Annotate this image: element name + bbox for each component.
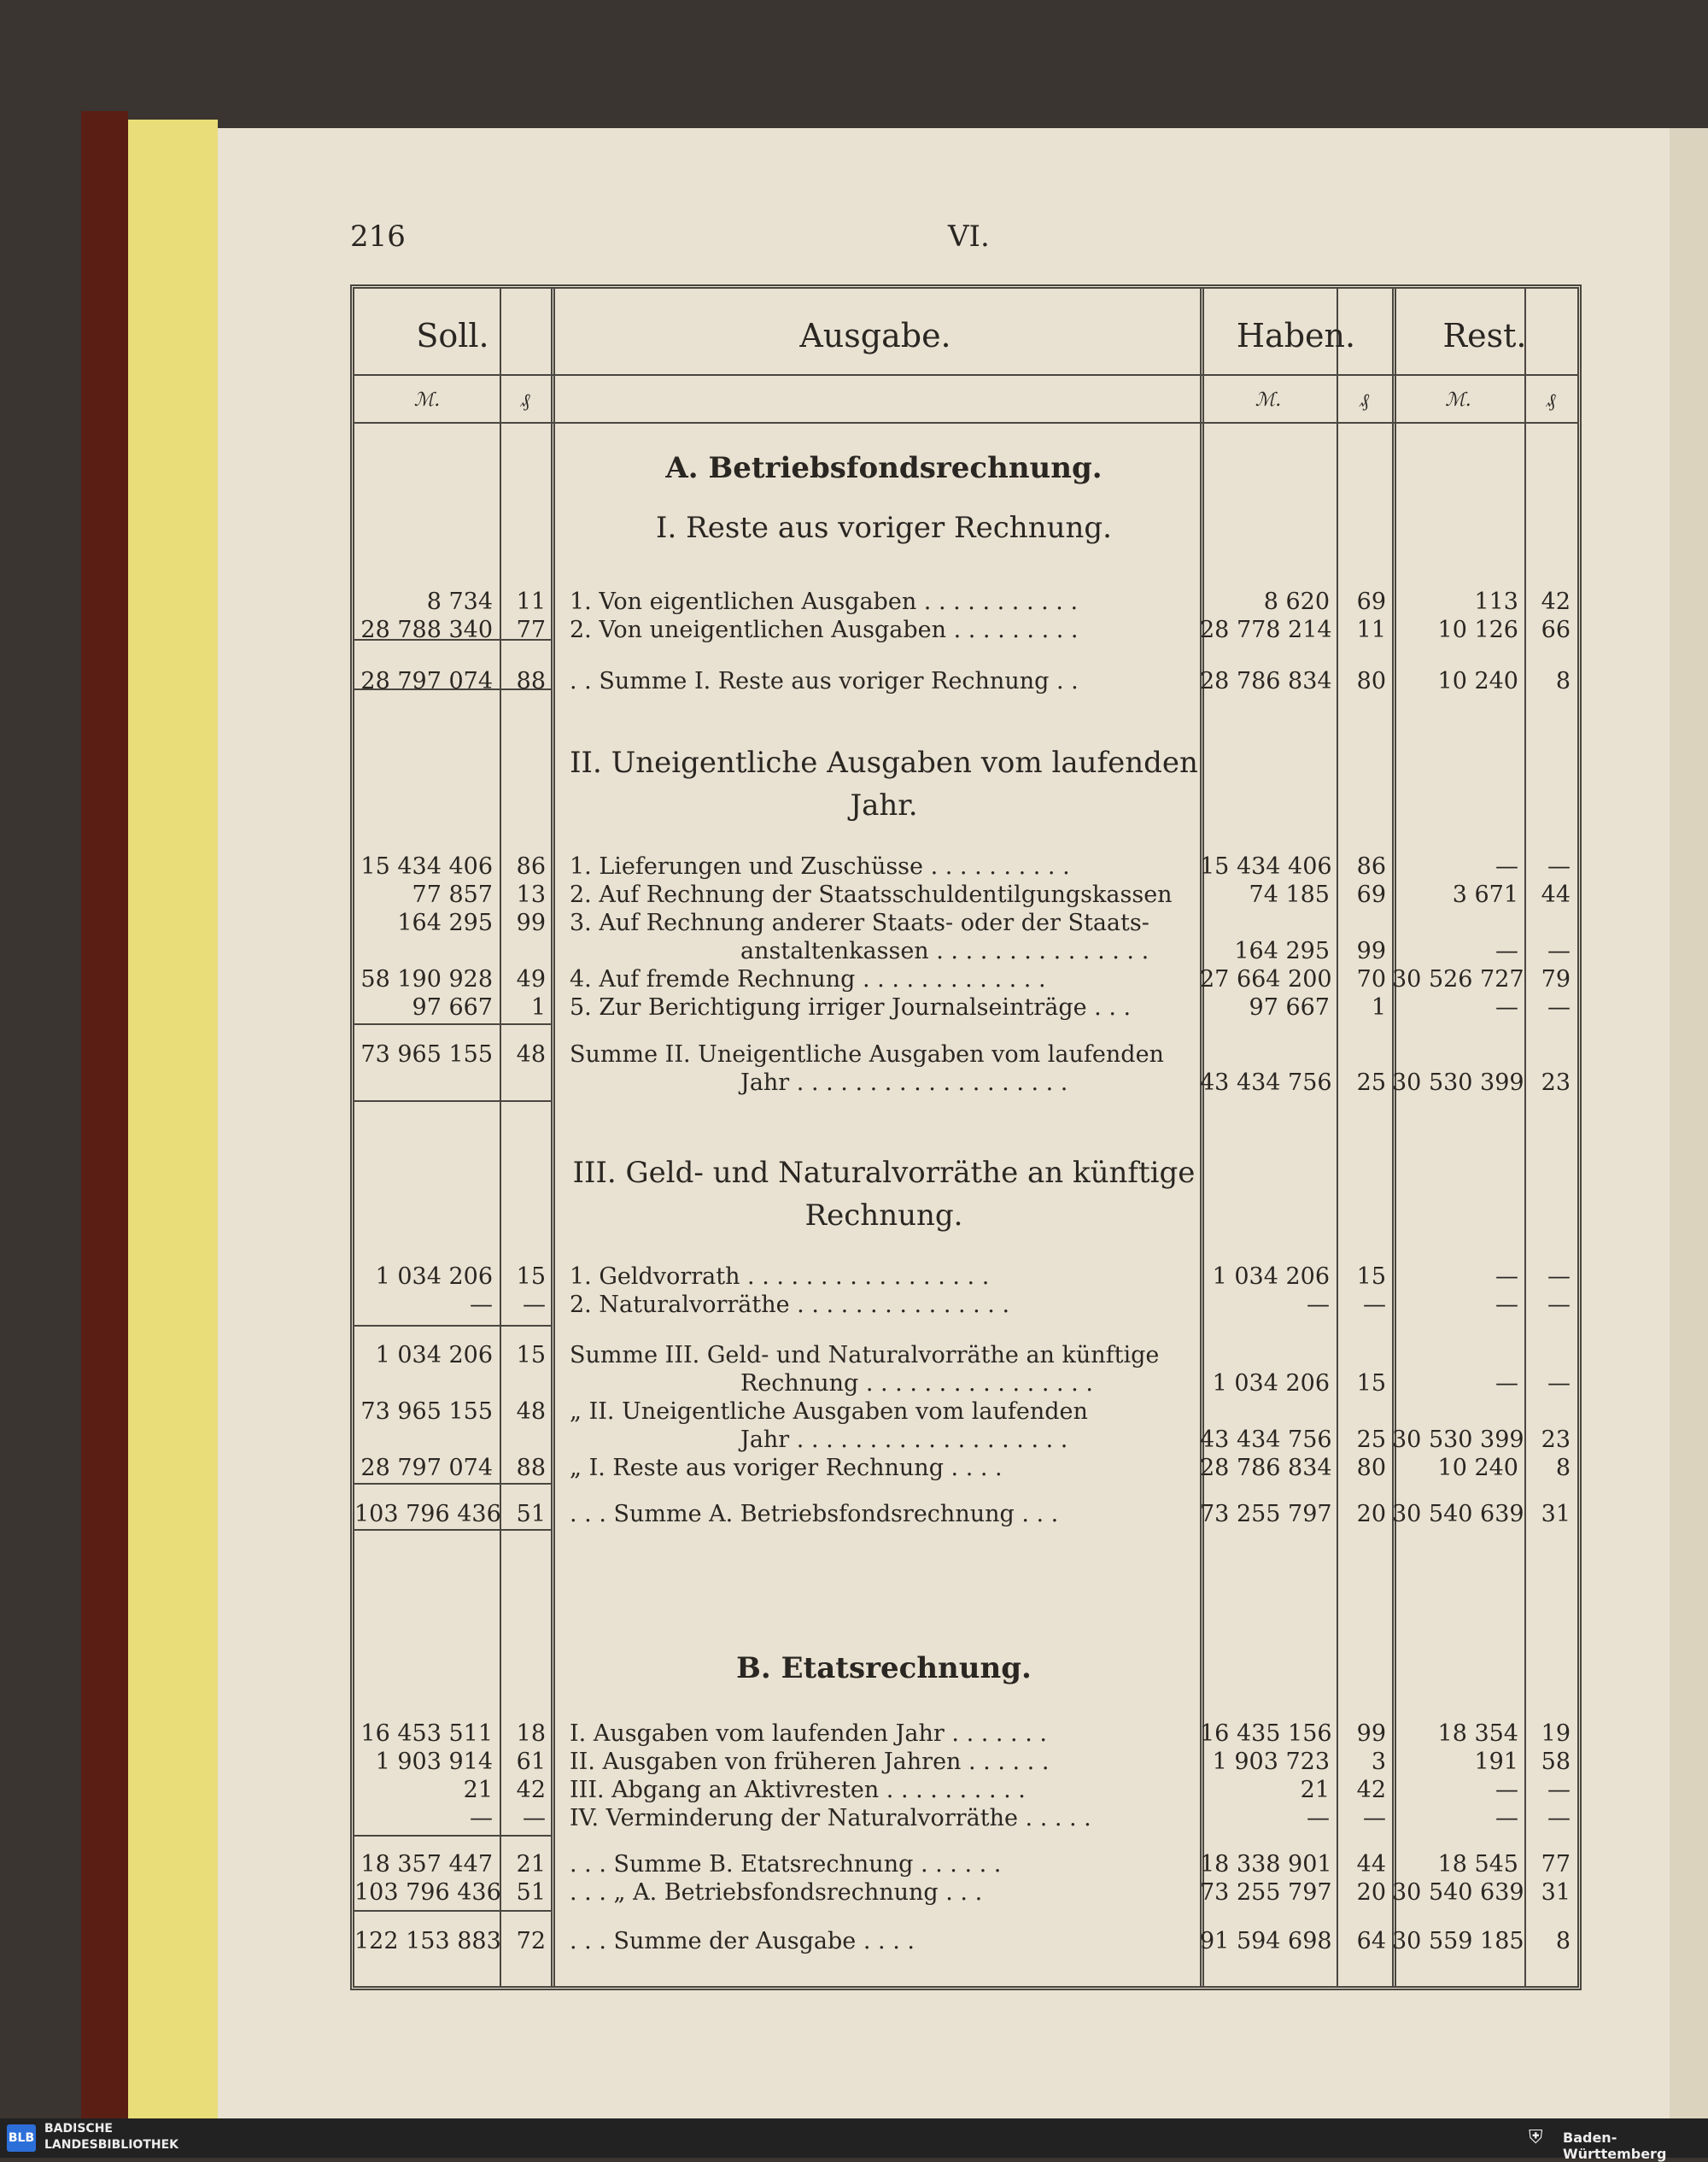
cell-soll-p: 51 [516, 1879, 546, 1906]
cell-rest-p: 8 [1555, 668, 1571, 694]
table-row [354, 965, 1577, 994]
cell-soll-p: 15 [516, 1263, 546, 1290]
cell-haben-p: 25 [1356, 1427, 1386, 1453]
cell-rest-m: 30 540 639 [1392, 1879, 1524, 1906]
table-row [354, 616, 1577, 645]
cell-haben-p: 69 [1356, 589, 1386, 615]
cell-soll-p: 18 [516, 1720, 546, 1747]
sum-rule [354, 1325, 551, 1327]
cell-text: 5. Zur Berichtigung irriger Journalseinträge . . . [570, 994, 1132, 1021]
cell-haben-m: 1 034 206 [1212, 1263, 1330, 1290]
table-row [354, 1500, 1577, 1529]
cell-rest-p: 31 [1541, 1501, 1571, 1527]
sum-rule [354, 1910, 551, 1912]
table-row [354, 1263, 1577, 1292]
table-row [354, 1927, 1577, 1956]
cell-rest-p: — [1547, 1805, 1571, 1831]
cell-haben-p: — [1363, 1292, 1386, 1318]
cell-soll-p: — [523, 1292, 546, 1318]
cell-text: 1. Lieferungen und Zuschüsse . . . . . . . . . . [570, 853, 1070, 880]
table-row [354, 1878, 1577, 1907]
cell-haben-m: 28 786 834 [1200, 1455, 1332, 1481]
cell-soll-p: 49 [516, 966, 546, 993]
cell-rest-p: 42 [1541, 589, 1571, 615]
table-row [354, 852, 1577, 882]
table-row [354, 1804, 1577, 1833]
cell-haben-m: 74 185 [1249, 882, 1330, 908]
cell-soll-p: 99 [516, 910, 546, 936]
cell-soll-m: 8 734 [426, 589, 493, 615]
cell-haben-p: 20 [1356, 1879, 1386, 1906]
cell-rest-p: 8 [1555, 1455, 1571, 1481]
cell-soll-p: 88 [516, 1455, 546, 1481]
cell-soll-p: 42 [516, 1777, 546, 1803]
cell-soll-p: 11 [516, 589, 546, 615]
cell-haben-m: 43 434 756 [1200, 1427, 1332, 1453]
sum-rule [354, 1529, 551, 1531]
cell-rest-p: 23 [1541, 1427, 1571, 1453]
table-row [354, 881, 1577, 910]
cell-soll-m: — [470, 1805, 493, 1831]
cell-rest-p: 44 [1541, 882, 1571, 908]
cell-rest-p: — [1547, 1370, 1571, 1397]
table-row [354, 667, 1577, 696]
cell-soll-p: 77 [516, 617, 546, 643]
cell-haben-p: 80 [1356, 668, 1386, 694]
cell-text: II. Ausgaben von früheren Jahren . . . . . . [570, 1749, 1050, 1775]
cell-text: 2. Von uneigentlichen Ausgaben . . . . . . . . . [570, 617, 1079, 643]
cell-rest-p: 66 [1541, 617, 1571, 643]
cell-soll-m: 16 453 511 [360, 1720, 493, 1747]
cell-soll-p: 48 [516, 1398, 546, 1425]
cell-haben-p: 11 [1356, 617, 1386, 643]
facing-page-edge [1670, 128, 1708, 2118]
cell-rest-m: 191 [1474, 1749, 1518, 1775]
cell-soll-m: 73 965 155 [360, 1041, 493, 1068]
header-rule [354, 422, 1577, 424]
cell-text: 3. Auf Rechnung anderer Staats- oder der Staats- [570, 910, 1149, 936]
cell-text: 4. Auf fremde Rechnung . . . . . . . . . . . . . [570, 966, 1046, 993]
cell-soll-m: 58 190 928 [360, 966, 493, 993]
table-row [354, 588, 1577, 617]
page-edges [128, 120, 218, 2118]
cell-haben-m: 73 255 797 [1200, 1501, 1332, 1527]
cell-rest-m: — [1495, 994, 1518, 1021]
pf-subheader: ₰ [1546, 390, 1556, 412]
cell-haben-p: 69 [1356, 882, 1386, 908]
cell-text: 1. Von eigentlichen Ausgaben . . . . . . . . . . . [570, 589, 1079, 615]
mark-subheader: ℳ. [1445, 390, 1471, 411]
table-row [354, 1454, 1577, 1483]
cell-haben-m: 18 338 901 [1200, 1851, 1332, 1878]
table-row [354, 1341, 1577, 1370]
chapter-number: VI. [948, 220, 990, 254]
cell-soll-m: 21 [463, 1777, 493, 1803]
cell-rest-m: 3 671 [1452, 882, 1518, 908]
section-title-b: B. Etatsrechnung. [736, 1651, 1032, 1685]
mark-subheader: ℳ. [1255, 390, 1282, 411]
cell-rest-m: 18 545 [1437, 1851, 1518, 1878]
cell-text: Summe II. Uneigentliche Ausgaben vom laufenden [570, 1041, 1164, 1068]
rest-header: Rest. [1442, 317, 1527, 354]
cell-soll-m: 122 153 883 [354, 1928, 501, 1954]
cell-text: . . . Summe der Ausgabe . . . . [570, 1928, 915, 1954]
cell-soll-p: 48 [516, 1041, 546, 1068]
cell-rest-m: 30 540 639 [1392, 1501, 1524, 1527]
table-row [354, 1369, 1577, 1398]
cell-haben-m: — [1307, 1805, 1330, 1831]
cell-haben-p: — [1363, 1805, 1386, 1831]
section-title-a2: II. Uneigentliche Ausgaben vom laufenden [570, 746, 1198, 780]
cell-rest-m: — [1495, 1370, 1518, 1397]
pf-subheader: ₰ [1360, 390, 1369, 412]
table-row [354, 1397, 1577, 1427]
cell-soll-p: 51 [516, 1501, 546, 1527]
cell-soll-m: 28 797 074 [360, 1455, 493, 1481]
cell-soll-m: 103 796 436 [354, 1879, 501, 1906]
section-title-a2-cont: Jahr. [850, 788, 918, 823]
cell-haben-m: 73 255 797 [1200, 1879, 1332, 1906]
cell-rest-p: — [1547, 1777, 1571, 1803]
cell-rest-m: 30 530 399 [1392, 1427, 1524, 1453]
cell-haben-p: 99 [1356, 1720, 1386, 1747]
sum-rule [354, 1023, 551, 1025]
cell-rest-m: 18 354 [1437, 1720, 1518, 1747]
cell-soll-m: 1 034 206 [375, 1263, 493, 1290]
table-row [354, 1291, 1577, 1320]
cell-rest-p: — [1547, 1292, 1571, 1318]
section-title-a: A. Betriebsfondsrechnung. [665, 451, 1103, 485]
page-number: 216 [350, 220, 406, 254]
cell-text: „ II. Uneigentliche Ausgaben vom laufenden [570, 1398, 1088, 1425]
cell-haben-m: 27 664 200 [1200, 966, 1332, 993]
cell-haben-m: 97 667 [1249, 994, 1330, 1021]
cell-text: Jahr . . . . . . . . . . . . . . . . . . . [740, 1069, 1068, 1096]
cell-soll-m: 1 903 914 [375, 1749, 493, 1775]
cell-rest-m: — [1495, 853, 1518, 880]
cell-haben-m: 1 903 723 [1212, 1749, 1330, 1775]
haben-header: Haben. [1236, 317, 1356, 354]
cell-rest-p: — [1547, 853, 1571, 880]
cell-soll-m: — [470, 1292, 493, 1318]
table-row [354, 993, 1577, 1022]
cell-haben-m: 91 594 698 [1200, 1928, 1332, 1954]
sum-rule [354, 1835, 551, 1837]
cell-soll-p: 86 [516, 853, 546, 880]
table-row [354, 1748, 1577, 1777]
table-row [354, 1040, 1577, 1069]
cell-soll-m: 73 965 155 [360, 1398, 493, 1425]
cell-rest-m: 10 240 [1437, 668, 1518, 694]
cell-haben-m: 15 434 406 [1200, 853, 1332, 880]
cell-haben-m: 28 778 214 [1200, 617, 1332, 643]
cell-rest-p: — [1547, 994, 1571, 1021]
cell-haben-m: 164 295 [1234, 938, 1330, 964]
sum-rule [354, 1100, 551, 1102]
table-row [354, 1426, 1577, 1455]
section-title-a1: I. Reste aus voriger Rechnung. [656, 511, 1112, 545]
cell-text: anstaltenkassen . . . . . . . . . . . . . . . [740, 938, 1149, 964]
header-rule [354, 374, 1577, 376]
cell-soll-p: 72 [516, 1928, 546, 1954]
cell-text: Summe III. Geld- und Naturalvorräthe an künftige [570, 1342, 1160, 1368]
cell-text: „ I. Reste aus voriger Rechnung . . . . [570, 1455, 1003, 1481]
cell-text: 2. Naturalvorräthe . . . . . . . . . . . . . . . [570, 1292, 1010, 1318]
table-row [354, 1850, 1577, 1879]
cell-rest-m: 30 530 399 [1392, 1069, 1524, 1096]
coat-of-arms-icon: ⛨ [1529, 2127, 1543, 2148]
cell-text: . . . Summe A. Betriebsfondsrechnung . . . [570, 1501, 1059, 1527]
cell-text: . . Summe I. Reste aus voriger Rechnung . . [570, 668, 1079, 694]
cell-haben-p: 1 [1371, 994, 1386, 1021]
cell-rest-m: — [1495, 1777, 1518, 1803]
ledger-table [350, 284, 1582, 1990]
cell-rest-m: — [1495, 938, 1518, 964]
cell-haben-p: 3 [1371, 1749, 1386, 1775]
cell-haben-m: 1 034 206 [1212, 1370, 1330, 1397]
cell-rest-p: 79 [1541, 966, 1571, 993]
cell-soll-p: 1 [530, 994, 546, 1021]
cell-soll-m: 15 434 406 [360, 853, 493, 880]
cell-rest-p: 23 [1541, 1069, 1571, 1096]
cell-haben-p: 86 [1356, 853, 1386, 880]
cell-haben-p: 80 [1356, 1455, 1386, 1481]
cell-soll-m: 97 667 [412, 994, 493, 1021]
table-row [354, 1776, 1577, 1805]
cell-soll-p: — [523, 1805, 546, 1831]
cell-text: . . . Summe B. Etatsrechnung . . . . . . [570, 1851, 1002, 1878]
cell-haben-m: 8 620 [1263, 589, 1330, 615]
cell-soll-m: 28 788 340 [360, 617, 493, 643]
cell-rest-p: 31 [1541, 1879, 1571, 1906]
cell-text: III. Abgang an Aktivresten . . . . . . . . . . [570, 1777, 1026, 1803]
cell-text: IV. Verminderung der Naturalvorräthe . . . . . [570, 1805, 1091, 1831]
cell-text: I. Ausgaben vom laufenden Jahr . . . . . . . [570, 1720, 1047, 1747]
section-title-a3-cont: Rechnung. [804, 1198, 963, 1233]
cell-rest-m: 113 [1474, 589, 1518, 615]
library-name-line2: LANDESBIBLIOTHEK [44, 2138, 179, 2152]
cell-haben-p: 15 [1356, 1263, 1386, 1290]
sum-rule [354, 1483, 551, 1485]
cell-haben-p: 42 [1356, 1777, 1386, 1803]
cell-rest-p: — [1547, 938, 1571, 964]
cell-rest-m: 10 126 [1437, 617, 1518, 643]
cell-soll-p: 13 [516, 882, 546, 908]
cell-rest-m: — [1495, 1263, 1518, 1290]
cell-text: 2. Auf Rechnung der Staatsschuldentilgungskassen [570, 882, 1173, 908]
cell-soll-m: 1 034 206 [375, 1342, 493, 1368]
pf-subheader: ₰ [520, 390, 530, 412]
cell-haben-m: 16 435 156 [1200, 1720, 1332, 1747]
cell-soll-p: 88 [516, 668, 546, 694]
cell-haben-p: 20 [1356, 1501, 1386, 1527]
cell-haben-p: 64 [1356, 1928, 1386, 1954]
cell-haben-m: 28 786 834 [1200, 668, 1332, 694]
cell-rest-m: 10 240 [1437, 1455, 1518, 1481]
ausgabe-header: Ausgabe. [799, 317, 951, 354]
cell-soll-m: 164 295 [397, 910, 493, 936]
cell-soll-p: 61 [516, 1749, 546, 1775]
cell-text: . . . „ A. Betriebsfondsrechnung . . . [570, 1879, 983, 1906]
cell-soll-m: 28 797 074 [360, 668, 493, 694]
cell-rest-p: — [1547, 1263, 1571, 1290]
cell-haben-p: 44 [1356, 1851, 1386, 1878]
soll-header: Soll. [416, 317, 489, 354]
cell-soll-m: 103 796 436 [354, 1501, 501, 1527]
cell-haben-p: 25 [1356, 1069, 1386, 1096]
book-spine [81, 111, 128, 2118]
section-title-a3: III. Geld- und Naturalvorräthe an künftige [572, 1156, 1196, 1190]
cell-haben-p: 70 [1356, 966, 1386, 993]
cell-rest-m: 30 559 185 [1392, 1928, 1524, 1954]
cell-soll-p: 15 [516, 1342, 546, 1368]
blb-logo: BLB [7, 2124, 36, 2152]
cell-soll-m: 77 857 [412, 882, 493, 908]
library-name-line1: BADISCHE [44, 2122, 113, 2136]
table-row [354, 1069, 1577, 1098]
cell-text: Rechnung . . . . . . . . . . . . . . . . [740, 1370, 1093, 1397]
cell-haben-m: — [1307, 1292, 1330, 1318]
footer-bar [0, 2118, 1708, 2162]
table-row [354, 909, 1577, 938]
cell-rest-p: 8 [1555, 1928, 1571, 1954]
cell-soll-m: 18 357 447 [360, 1851, 493, 1878]
cell-haben-m: 21 [1300, 1777, 1330, 1803]
cell-text: Jahr . . . . . . . . . . . . . . . . . . . [740, 1427, 1068, 1453]
mark-subheader: ℳ. [413, 390, 441, 411]
table-row [354, 937, 1577, 966]
cell-rest-p: 77 [1541, 1851, 1571, 1878]
cell-text: 1. Geldvorrath . . . . . . . . . . . . . . . . . [570, 1263, 990, 1290]
state-name: Baden-Württemberg [1563, 2130, 1667, 2162]
cell-haben-p: 15 [1356, 1370, 1386, 1397]
cell-rest-m: — [1495, 1292, 1518, 1318]
cell-rest-m: — [1495, 1805, 1518, 1831]
cell-rest-m: 30 526 727 [1392, 966, 1524, 993]
table-row [354, 1720, 1577, 1749]
cell-haben-p: 99 [1356, 938, 1386, 964]
cell-haben-m: 43 434 756 [1200, 1069, 1332, 1096]
cell-rest-p: 58 [1541, 1749, 1571, 1775]
cell-rest-p: 19 [1541, 1720, 1571, 1747]
cell-soll-p: 21 [516, 1851, 546, 1878]
